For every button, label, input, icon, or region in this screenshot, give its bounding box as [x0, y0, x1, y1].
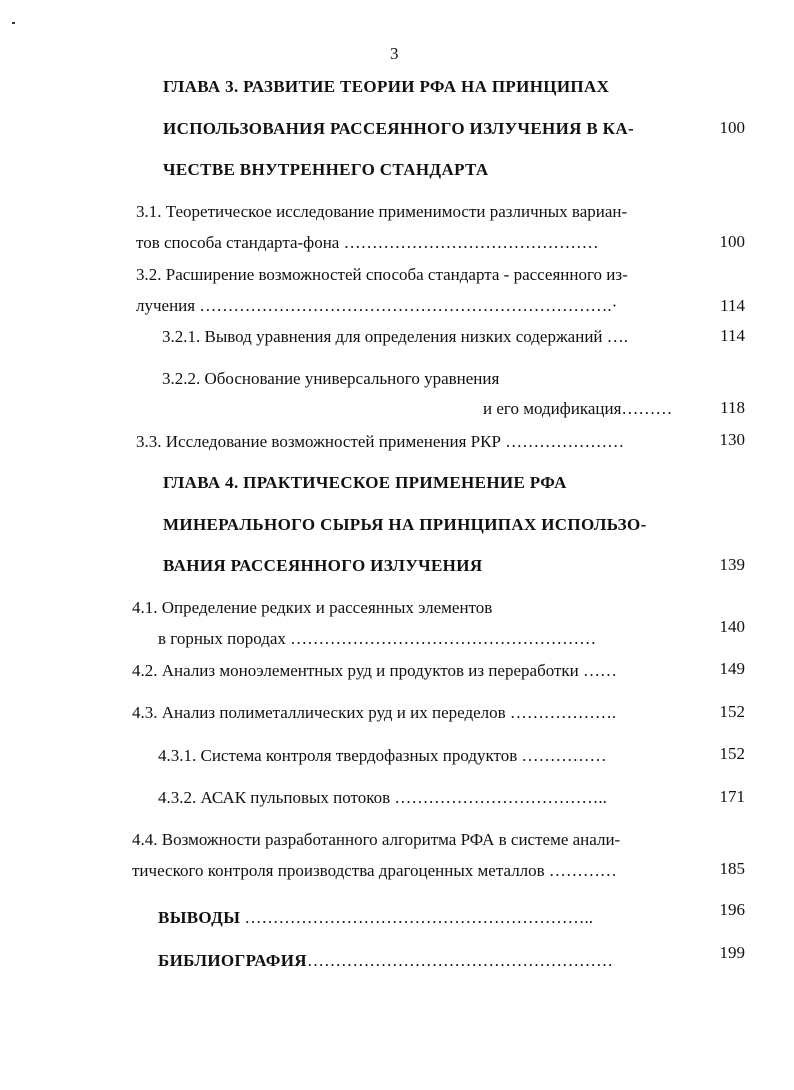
conclusions-label: ВЫВОДЫ: [158, 908, 241, 927]
page-number: 3: [390, 44, 399, 63]
chapter-3-page: 100: [719, 118, 745, 137]
section-4-3-page: 152: [719, 702, 745, 721]
section-3-3-page: 130: [719, 430, 745, 449]
conclusions-page: 196: [719, 900, 745, 919]
section-3-2-line-2: лучения ……………………………………………………………….·: [136, 296, 618, 315]
bibliography-entry: [158, 951, 613, 971]
section-4-4-line-2: тического контроля производства драгоценных металлов …………: [132, 861, 617, 880]
chapter-4-heading-line-3: ВАНИЯ РАССЕЯННОГО ИЗЛУЧЕНИЯ: [163, 556, 483, 575]
section-3-1-line-2: тов способа стандарта-фона ………………………………………: [136, 233, 599, 252]
section-3-2-1-page: 114: [720, 326, 745, 345]
conclusions-dots: ……………………………………………………..: [240, 908, 593, 927]
bibliography-label: БИБЛИОГРАФИЯ: [158, 951, 307, 970]
section-4-2: 4.2. Анализ моноэлементных руд и продуктов из переработки ……: [132, 661, 618, 680]
section-4-3: 4.3. Анализ полиметаллических руд и их переделов ……………….: [132, 703, 617, 722]
bibliography-dots: ………………………………………………: [306, 951, 613, 970]
section-4-3-2-page: 171: [719, 787, 745, 806]
chapter-3-heading-line-1: ГЛАВА 3. РАЗВИТИЕ ТЕОРИИ РФА НА ПРИНЦИПАХ: [163, 77, 610, 96]
section-4-4-page: 185: [719, 859, 745, 878]
section-3-2-1: 3.2.1. Вывод уравнения для определения низких содержаний ….: [162, 327, 629, 346]
section-3-2-2-line-1: 3.2.2. Обоснование универсального уравнения: [162, 369, 500, 388]
section-3-1-line-1: 3.1. Теоретическое исследование применимости различных вариан-: [136, 202, 628, 221]
chapter-4-heading-line-1: ГЛАВА 4. ПРАКТИЧЕСКОЕ ПРИМЕНЕНИЕ РФА: [163, 473, 567, 492]
section-4-1-line-2: в горных породах ………………………………………………: [158, 629, 597, 648]
section-4-2-page: 149: [719, 659, 745, 678]
section-4-3-1-page: 152: [719, 744, 745, 763]
chapter-4-page: 139: [719, 555, 745, 574]
bibliography-page: 199: [719, 943, 745, 962]
section-3-2-2-page: 118: [720, 398, 745, 417]
section-4-4-line-1: 4.4. Возможности разработанного алгоритма РФА в системе анали-: [132, 830, 621, 849]
section-3-1-page: 100: [719, 232, 745, 251]
section-3-3: 3.3. Исследование возможностей применения РКР …………………: [136, 432, 625, 451]
section-3-2-page: 114: [720, 296, 745, 315]
chapter-3-heading-line-3: ЧЕСТВЕ ВНУТРЕННЕГО СТАНДАРТА: [163, 160, 489, 179]
section-4-1-line-1: 4.1. Определение редких и рассеянных элементов: [132, 598, 493, 617]
section-4-1-page: 140: [719, 617, 745, 636]
conclusions-entry: [158, 908, 593, 928]
section-3-2-2-line-2: и его модификация………: [483, 399, 673, 418]
section-4-3-2: 4.3.2. АСАК пульповых потоков ………………………………..: [158, 788, 607, 807]
chapter-3-heading-line-2: ИСПОЛЬЗОВАНИЯ РАССЕЯННОГО ИЗЛУЧЕНИЯ В КА-: [163, 119, 635, 138]
chapter-4-heading-line-2: МИНЕРАЛЬНОГО СЫРЬЯ НА ПРИНЦИПАХ ИСПОЛЬЗО-: [163, 515, 647, 534]
section-3-2-line-1: 3.2. Расширение возможностей способа стандарта - рассеянного из-: [136, 265, 628, 284]
section-4-3-1: 4.3.1. Система контроля твердофазных продуктов ……………: [158, 746, 607, 765]
scan-speck: [12, 22, 15, 24]
